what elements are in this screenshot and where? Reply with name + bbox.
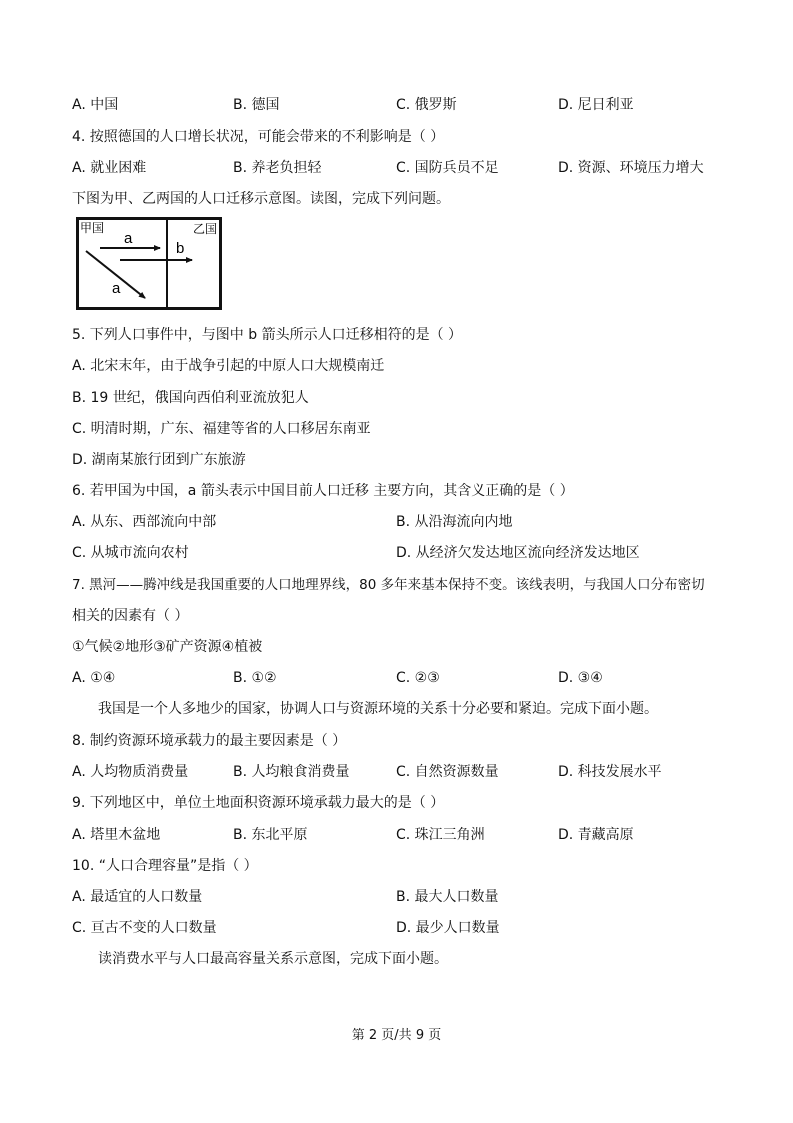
q8-option-a: A. 人均物质消费量: [72, 764, 189, 780]
q3-option-d: D. 尼日利亚: [558, 97, 634, 113]
q6-option-b: B. 从沿海流向内地: [396, 514, 513, 530]
q10-option-d: D. 最少人口数量: [396, 920, 500, 936]
q3-option-a: A. 中国: [72, 97, 119, 113]
page-footer: 第 2 页/共 9 页: [351, 1028, 442, 1043]
q6-option-c: C. 从城市流向农村: [72, 545, 189, 561]
capacity-intro: 我国是一个人多地少的国家，协调人口与资源环境的关系十分必要和紧迫。完成下面小题。: [98, 701, 658, 717]
q7-stem-line1: 7. 黑河——腾冲线是我国重要的人口地理界线，80 多年来基本保持不变。该线表明，与我国人口分布密切: [72, 577, 705, 593]
q3-option-c: C. 俄罗斯: [396, 97, 457, 113]
q7-option-a: A. ①④: [72, 670, 116, 686]
label-country-yi: 乙国: [193, 222, 218, 236]
migration-intro: 下图为甲、乙两国的人口迁移示意图。读图，完成下列问题。: [72, 191, 450, 207]
q9-stem: 9. 下列地区中，单位土地面积资源环境承载力最大的是（ ）: [72, 795, 445, 811]
q7-stem-line2: 相关的因素有（ ）: [72, 608, 189, 624]
q10-option-b: B. 最大人口数量: [396, 889, 499, 905]
q8-stem: 8. 制约资源环境承载力的最主要因素是（ ）: [72, 733, 347, 749]
q4-option-a: A. 就业困难: [72, 160, 147, 176]
q4-option-c: C. 国防兵员不足: [396, 160, 499, 176]
q4-stem: 4. 按照德国的人口增长状况，可能会带来的不利影响是（ ）: [72, 129, 445, 145]
q5-option-d: D. 湖南某旅行团到广东旅游: [72, 452, 246, 468]
migration-diagram: [76, 217, 222, 311]
q3-option-b: B. 德国: [233, 97, 280, 113]
q7-option-c: C. ②③: [396, 670, 440, 686]
q6-option-a: A. 从东、西部流向中部: [72, 514, 217, 530]
q9-option-d: D. 青藏高原: [558, 827, 634, 843]
q8-option-b: B. 人均粮食消费量: [233, 764, 350, 780]
q5-stem: 5. 下列人口事件中，与图中 b 箭头所示人口迁移相符的是（ ）: [72, 327, 463, 343]
q5-option-b: B. 19 世纪，俄国向西伯利亚流放犯人: [72, 390, 309, 406]
q7-option-b: B. ①②: [233, 670, 277, 686]
q7-items: ①气候②地形③矿产资源④植被: [72, 639, 263, 655]
arrow-a-label: a: [124, 230, 133, 247]
q9-option-c: C. 珠江三角洲: [396, 827, 485, 843]
q10-option-a: A. 最适宜的人口数量: [72, 889, 203, 905]
label-country-jia: 甲国: [80, 221, 105, 235]
q8-option-d: D. 科技发展水平: [558, 764, 662, 780]
consumption-intro: 读消费水平与人口最高容量关系示意图，完成下面小题。: [98, 951, 448, 967]
q10-option-c: C. 亘古不变的人口数量: [72, 920, 217, 936]
q6-option-d: D. 从经济欠发达地区流向经济发达地区: [396, 545, 640, 561]
q4-option-b: B. 养老负担轻: [233, 160, 322, 176]
q9-option-b: B. 东北平原: [233, 827, 308, 843]
arrow-b-label: b: [176, 240, 185, 257]
arrow-a2-label: a: [112, 280, 121, 297]
q6-stem: 6. 若甲国为中国，a 箭头表示中国目前人口迁移 主要方向，其含义正确的是（ ）: [72, 483, 574, 499]
q4-option-d: D. 资源、环境压力增大: [558, 160, 704, 176]
q9-option-a: A. 塔里木盆地: [72, 827, 161, 843]
q5-option-a: A. 北宋末年，由于战争引起的中原人口大规模南迁: [72, 358, 385, 374]
q10-stem: 10. “人口合理容量”是指（ ）: [72, 858, 258, 874]
q5-option-c: C. 明清时期，广东、福建等省的人口移居东南亚: [72, 421, 371, 437]
q8-option-c: C. 自然资源数量: [396, 764, 499, 780]
q7-option-d: D. ③④: [558, 670, 603, 686]
